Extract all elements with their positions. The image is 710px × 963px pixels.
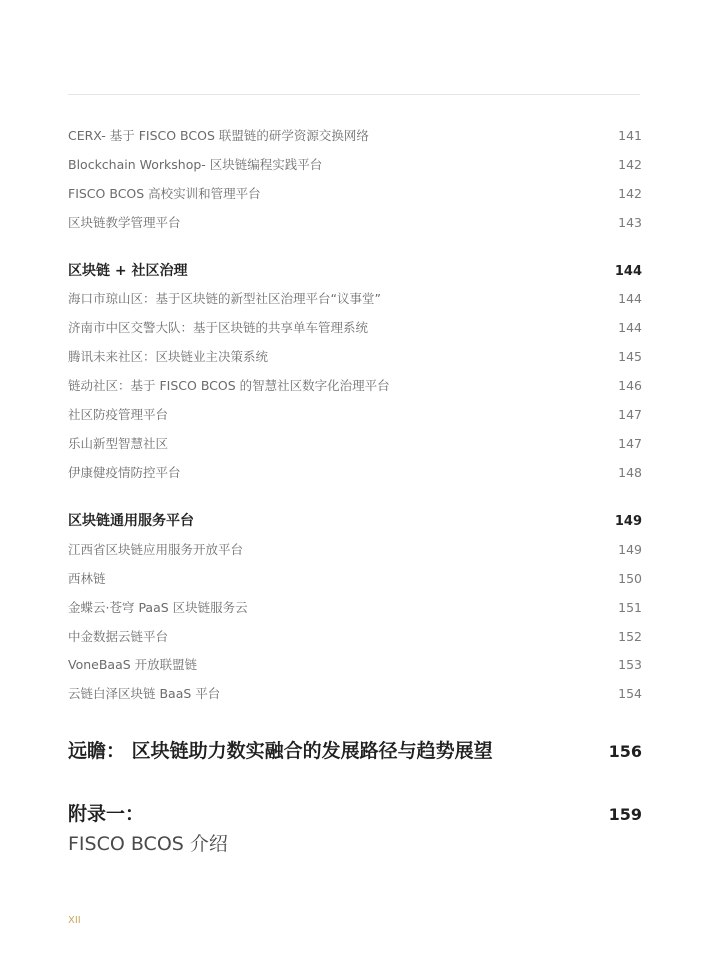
toc-entry-page: 143 <box>618 215 642 230</box>
toc-entry-title: FISCO BCOS 高校实训和管理平台 <box>68 186 261 201</box>
chapter-page: 156 <box>608 742 642 761</box>
toc-entry[interactable] <box>68 628 642 646</box>
toc-entry-page: 151 <box>618 600 642 615</box>
toc-chapter-appendix[interactable] <box>68 801 642 827</box>
toc-section-heading[interactable] <box>68 261 642 281</box>
toc-entry[interactable] <box>68 348 642 366</box>
toc-entry-title: 海口市琼山区：基于区块链的新型社区治理平台“议事堂” <box>68 291 381 306</box>
toc-entry[interactable] <box>68 319 642 337</box>
appendix-subtitle: FISCO BCOS 介绍 <box>68 833 228 855</box>
toc-entry-page: 144 <box>618 291 642 306</box>
toc-entry[interactable] <box>68 435 642 453</box>
toc-entry-page: 150 <box>618 571 642 586</box>
toc-entry-title: 区块链教学管理平台 <box>68 215 181 230</box>
toc-entry-title: 西林链 <box>68 571 106 586</box>
toc-entry-page: 152 <box>618 629 642 644</box>
toc-entry-page: 149 <box>618 542 642 557</box>
toc-entry-page: 146 <box>618 378 642 393</box>
toc-entry-page: 145 <box>618 349 642 364</box>
toc-entry[interactable] <box>68 290 642 308</box>
toc-section-heading[interactable] <box>68 511 642 531</box>
top-divider <box>68 94 640 95</box>
toc-entry-page: 147 <box>618 407 642 422</box>
toc-entry-title: 腾讯未来社区：区块链业主决策系统 <box>68 349 269 364</box>
toc-entry-title: 中金数据云链平台 <box>68 629 169 644</box>
toc-chapter-outlook[interactable] <box>68 738 642 764</box>
toc-entry[interactable] <box>68 570 642 588</box>
toc-entry[interactable] <box>68 541 642 559</box>
toc-entry[interactable] <box>68 185 642 203</box>
toc-entry-title: 社区防疫管理平台 <box>68 407 169 422</box>
toc-entry-title: Blockchain Workshop- 区块链编程实践平台 <box>68 157 323 172</box>
toc-entry-page: 141 <box>618 128 642 143</box>
chapter-title: 附录一： <box>68 803 145 825</box>
toc-entry-page: 148 <box>618 465 642 480</box>
section-page: 149 <box>614 514 642 529</box>
toc-entry-title: 伊康健疫情防控平台 <box>68 465 181 480</box>
chapter-title: 远瞻： 区块链助力数实融合的发展路径与趋势展望 <box>68 740 493 762</box>
toc-entry[interactable] <box>68 156 642 174</box>
toc-entry[interactable] <box>68 656 642 674</box>
toc-entry[interactable] <box>68 599 642 617</box>
toc-entry-title: 乐山新型智慧社区 <box>68 436 169 451</box>
toc-entry-title: 链动社区：基于 FISCO BCOS 的智慧社区数字化治理平台 <box>68 378 390 393</box>
toc-entry-page: 144 <box>618 320 642 335</box>
toc-entry[interactable] <box>68 377 642 395</box>
toc-entry-page: 153 <box>618 657 642 672</box>
toc-entry-title: 金蝶云·苍穹 PaaS 区块链服务云 <box>68 600 248 615</box>
toc-entry-page: 147 <box>618 436 642 451</box>
toc-entry-title: 江西省区块链应用服务开放平台 <box>68 542 244 557</box>
toc-entry-title: 云链白泽区块链 BaaS 平台 <box>68 686 221 701</box>
toc-entry-title: 济南市中区交警大队：基于区块链的共享单车管理系统 <box>68 320 369 335</box>
toc-entry-page: 142 <box>618 186 642 201</box>
toc-entry-title: CERX- 基于 FISCO BCOS 联盟链的研学资源交换网络 <box>68 128 369 143</box>
toc-entry-page: 142 <box>618 157 642 172</box>
section-page: 144 <box>614 264 642 279</box>
chapter-page: 159 <box>608 805 642 824</box>
toc-entry-title: VoneBaaS 开放联盟链 <box>68 657 198 672</box>
toc-entry[interactable] <box>68 214 642 232</box>
toc-entry[interactable] <box>68 685 642 703</box>
toc-entry[interactable] <box>68 464 642 482</box>
section-title: 区块链 + 社区治理 <box>68 263 188 279</box>
toc-entry[interactable] <box>68 127 642 145</box>
toc-entry[interactable] <box>68 406 642 424</box>
page-number: XII <box>68 915 81 926</box>
toc-entry-page: 154 <box>618 686 642 701</box>
section-title: 区块链通用服务平台 <box>68 513 194 529</box>
